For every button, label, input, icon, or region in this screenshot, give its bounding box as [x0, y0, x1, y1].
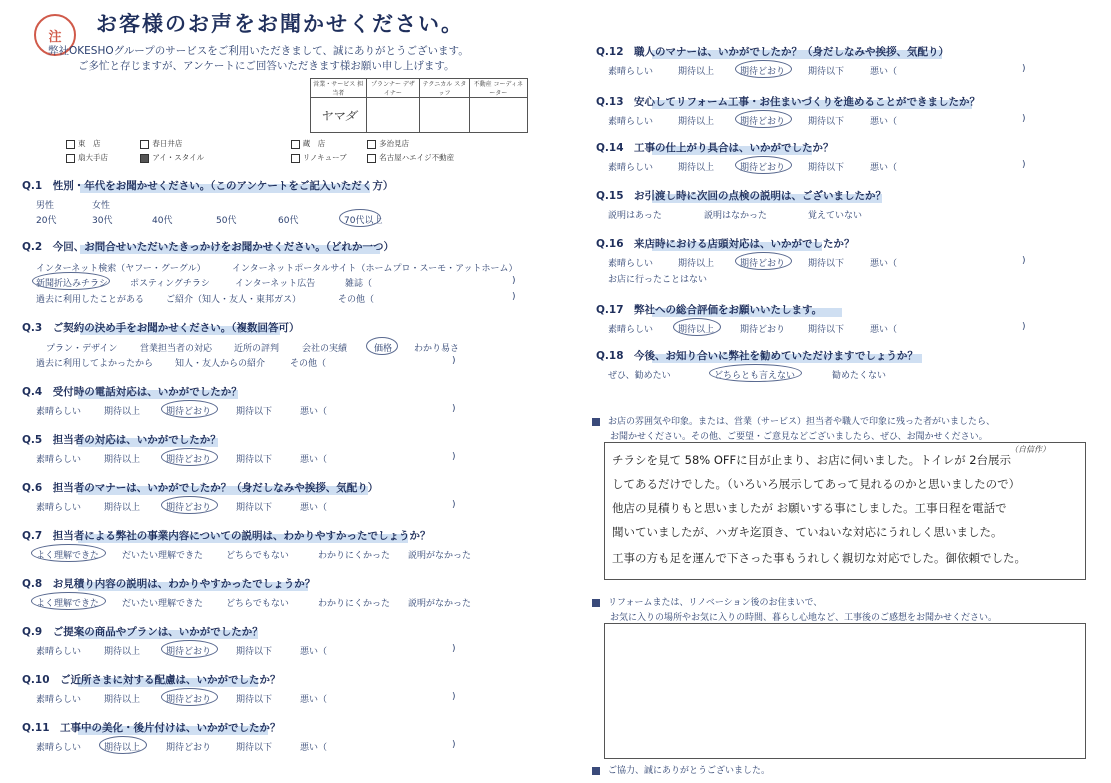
- paren: ): [512, 292, 516, 302]
- option[interactable]: 期待どおり: [740, 325, 786, 335]
- option[interactable]: 40代: [152, 216, 173, 226]
- handwritten-line: 聞いていましたが、ハガキ迄頂き、ていねいな対応にうれしく思いました。: [612, 525, 1003, 539]
- question-q6: Q.6 担当者のマナーは、いかがでしたか？（身だしなみや挨拶、気配り）: [22, 482, 379, 494]
- comment-prompt-4: お気に入りの場所やお気に入りの時間、暮らし心地など、工事後のご感想をお聞かせください。: [610, 613, 998, 623]
- handwritten-insert: （自信作）: [1010, 445, 1050, 454]
- option[interactable]: 悪い（: [300, 455, 328, 465]
- option[interactable]: その他（: [338, 295, 375, 305]
- question-q5: Q.5 担当者の対応は、いかがでしたか？: [22, 434, 221, 446]
- paren: ): [452, 644, 456, 654]
- store-option[interactable]: 多治見店: [367, 137, 409, 151]
- option[interactable]: 素晴らしい: [36, 503, 82, 513]
- option[interactable]: 期待以上: [104, 407, 141, 417]
- option[interactable]: 悪い（: [870, 67, 898, 77]
- option[interactable]: 会社の実績: [302, 344, 348, 354]
- option[interactable]: 過去に利用したことがある: [36, 295, 145, 305]
- option[interactable]: 悪い（: [870, 163, 898, 173]
- option[interactable]: 素晴らしい: [36, 455, 82, 465]
- option[interactable]: 悪い（: [870, 259, 898, 269]
- selection-circle: [339, 209, 381, 227]
- option[interactable]: 悪い（: [300, 407, 328, 417]
- store-option[interactable]: リノキューブ: [291, 151, 365, 165]
- intro-line-1: 弊社OKESHOグループのサービスをご利用いただきまして、誠にありがとうございます。: [48, 45, 469, 57]
- option[interactable]: だいたい理解できた: [122, 599, 204, 609]
- option[interactable]: 30代: [92, 216, 113, 226]
- staff-table: [310, 78, 528, 133]
- option[interactable]: 営業担当者の対応: [140, 344, 213, 354]
- option[interactable]: 期待以下: [808, 325, 845, 335]
- paren: ): [1022, 160, 1026, 170]
- option[interactable]: 素晴らしい: [608, 325, 654, 335]
- question-q1: Q.1 性別・年代をお聞かせください。（このアンケートをご記入いただく方）: [22, 180, 394, 192]
- option[interactable]: インターネット検索（ヤフー・グーグル）: [36, 264, 206, 274]
- selection-circle: [161, 688, 218, 706]
- option[interactable]: 素晴らしい: [608, 163, 654, 173]
- paren: ): [512, 276, 516, 286]
- store-option[interactable]: 蔵 店: [291, 137, 365, 151]
- option[interactable]: どちらでもない: [226, 599, 289, 609]
- option[interactable]: 期待以下: [808, 117, 845, 127]
- paren: ): [1022, 256, 1026, 266]
- paren: ): [452, 356, 456, 366]
- option[interactable]: 期待以上: [678, 163, 715, 173]
- option[interactable]: わかりにくかった: [318, 551, 391, 561]
- option-selected[interactable]: 期待どおり: [166, 503, 212, 513]
- question-q15: Q.15 お引渡し時に次回の点検の説明は、ございましたか？: [596, 190, 887, 202]
- question-q17: Q.17 弊社への総合評価をお願いいたします。: [596, 304, 823, 316]
- option[interactable]: わかり易さ: [414, 344, 460, 354]
- option[interactable]: 説明はあった: [608, 211, 662, 221]
- option[interactable]: 期待以上: [104, 455, 141, 465]
- option[interactable]: 期待以下: [808, 67, 845, 77]
- store-option[interactable]: 扇大手店: [66, 151, 138, 165]
- paren: ): [452, 740, 456, 750]
- staff-header-technical: テクニカル スタッフ: [420, 79, 469, 98]
- option[interactable]: 男性: [36, 201, 55, 211]
- option[interactable]: お店に行ったことはない: [608, 275, 708, 285]
- option-selected[interactable]: 期待どおり: [166, 455, 212, 465]
- footer-thanks: ご協力、誠にありがとうございました。: [592, 763, 770, 776]
- option[interactable]: 説明はなかった: [704, 211, 768, 221]
- selection-circle: [161, 640, 218, 658]
- option[interactable]: 女性: [92, 201, 111, 211]
- option-selected[interactable]: 新聞折込みチラシ: [36, 279, 109, 289]
- option[interactable]: 20代: [36, 216, 57, 226]
- option[interactable]: 素晴らしい: [608, 67, 654, 77]
- question-q3: Q.3 ご契約の決め手をお聞かせください。（複数回答可）: [22, 322, 300, 334]
- selection-circle: [735, 110, 792, 128]
- option[interactable]: 期待どおり: [166, 743, 212, 753]
- option[interactable]: 期待以下: [808, 163, 845, 173]
- seal-stamp: 注: [34, 14, 76, 56]
- option-selected[interactable]: 期待以上: [678, 325, 715, 335]
- question-q12: Q.12 職人のマナーは、いかがでしたか？（身だしなみや挨拶、気配り）: [596, 46, 950, 58]
- selection-circle: [99, 736, 147, 754]
- option-selected[interactable]: よく理解できた: [36, 551, 100, 561]
- paren: ): [452, 452, 456, 462]
- option[interactable]: 期待以下: [808, 259, 845, 269]
- store-option-checked[interactable]: アイ・スタイル: [140, 151, 288, 165]
- store-option[interactable]: 東 店: [66, 137, 138, 151]
- option-selected[interactable]: 期待どおり: [166, 647, 212, 657]
- option-selected[interactable]: 期待どおり: [740, 163, 786, 173]
- paren: ): [1022, 114, 1026, 124]
- selection-circle: [709, 364, 802, 382]
- option[interactable]: 期待以上: [104, 647, 141, 657]
- option[interactable]: わかりにくかった: [318, 599, 391, 609]
- staff-header-planner: プランナー デザイナー: [366, 79, 420, 98]
- option[interactable]: 期待以下: [236, 503, 273, 513]
- option[interactable]: 悪い（: [300, 743, 328, 753]
- option[interactable]: どちらでもない: [226, 551, 289, 561]
- option[interactable]: ご紹介（知人・友人・東邦ガス）: [166, 295, 302, 305]
- staff-header-realestate: 不動産 コーディネーター: [469, 79, 527, 98]
- selection-circle: [161, 448, 218, 466]
- option[interactable]: 期待以上: [678, 67, 715, 77]
- store-checklist: [66, 137, 454, 165]
- handwritten-line: してあるだけでした。（いろいろ展示してあって見れるのかと思いましたので）: [612, 477, 1021, 491]
- option-selected[interactable]: どちらとも言えない: [714, 371, 796, 381]
- comment-prompt-3: リフォームまたは、リノベーション後のお住まいで、: [592, 595, 822, 608]
- option[interactable]: 素晴らしい: [36, 743, 82, 753]
- question-q16: Q.16 来店時における店頭対応は、いかがでしたか？: [596, 238, 855, 250]
- option[interactable]: 期待以下: [236, 455, 273, 465]
- option[interactable]: 期待以上: [678, 117, 715, 127]
- store-option[interactable]: 名古屋ハエイジ不動産: [367, 151, 454, 165]
- option[interactable]: インターネット広告: [235, 279, 316, 289]
- staff-value-sales[interactable]: ヤマダ: [311, 98, 367, 133]
- paren: ): [452, 404, 456, 414]
- option[interactable]: 50代: [216, 216, 237, 226]
- option[interactable]: 説明がなかった: [408, 551, 472, 561]
- option[interactable]: インターネットポータルサイト（ホームプロ・スーモ・アットホーム）: [232, 264, 518, 274]
- option[interactable]: プラン・デザイン: [46, 344, 118, 354]
- staff-value-planner[interactable]: [366, 98, 420, 133]
- comment-prompt-2: お聞かせください。その他、ご要望・ご意見などございましたら、ぜひ、お聞かせください。: [610, 432, 988, 442]
- selection-circle: [31, 544, 106, 562]
- option[interactable]: 知人・友人からの紹介: [175, 359, 266, 369]
- handwritten-line: 他店の見積りもと思いましたが お願いする事にしました。工事日程を電話で: [612, 501, 1007, 515]
- option[interactable]: ポスティングチラシ: [130, 279, 210, 289]
- comment-prompt-1: お店の雰囲気や印象。または、営業（サービス）担当者や職人で印象に残った者がいましたら、: [592, 414, 995, 427]
- question-q2: Q.2 今回、お問合せいただいたきっかけをお聞かせください。（どれか一つ）: [22, 241, 394, 253]
- intro-line-2: ご多忙と存じますが、アンケートにご回答いただきます様お願い申し上げます。: [78, 60, 455, 72]
- store-option[interactable]: 春日井店: [140, 137, 288, 151]
- question-q18: Q.18 今後、お知り合いに弊社を勧めていただけますでしょうか？: [596, 350, 918, 362]
- option[interactable]: 素晴らしい: [36, 407, 82, 417]
- comment-box-2[interactable]: [604, 623, 1086, 759]
- question-q7: Q.7 担当者による弊社の事業内容についての説明は、わかりやすかったでしょうか？: [22, 530, 431, 542]
- selection-circle: [735, 156, 792, 174]
- question-q11: Q.11 工事中の美化・後片付けは、いかがでしたか？: [22, 722, 281, 734]
- option[interactable]: 期待以下: [236, 743, 273, 753]
- selection-circle: [31, 592, 106, 610]
- option[interactable]: 素晴らしい: [36, 647, 82, 657]
- option[interactable]: 雑誌（: [345, 279, 373, 289]
- paren: ): [1022, 322, 1026, 332]
- option-selected[interactable]: よく理解できた: [36, 599, 100, 609]
- option-selected[interactable]: 期待どおり: [740, 117, 786, 127]
- paren: ): [1022, 64, 1026, 74]
- option[interactable]: 悪い（: [870, 117, 898, 127]
- page-title: お客様のお声をお聞かせください。: [96, 12, 464, 36]
- option[interactable]: その他（: [290, 359, 327, 369]
- question-q14: Q.14 工事の仕上がり具合は、いかがでしたか？: [596, 142, 834, 154]
- selection-circle: [735, 252, 792, 270]
- staff-value-technical[interactable]: [420, 98, 469, 133]
- handwritten-line: チラシを見て 58% OFFに目が止まり、お店に伺いました。トイレが 2台展示: [612, 453, 1012, 467]
- option[interactable]: 覚えていない: [808, 211, 863, 221]
- option-selected[interactable]: 価格: [374, 344, 393, 354]
- staff-value-realestate[interactable]: [469, 98, 527, 133]
- option-selected[interactable]: 期待どおり: [740, 259, 786, 269]
- option[interactable]: ぜひ、勧めたい: [608, 371, 671, 381]
- option-selected[interactable]: 期待どおり: [740, 67, 786, 77]
- question-q10: Q.10 ご近所さまに対する配慮は、いかがでしたか？: [22, 674, 281, 686]
- option[interactable]: 悪い（: [300, 695, 328, 705]
- selection-circle: [161, 400, 218, 418]
- option[interactable]: 悪い（: [870, 325, 898, 335]
- selection-circle: [673, 318, 721, 336]
- selection-circle: [161, 496, 218, 514]
- option-selected[interactable]: 期待どおり: [166, 407, 212, 417]
- option[interactable]: 素晴らしい: [608, 117, 654, 127]
- option[interactable]: 期待以下: [236, 695, 273, 705]
- option[interactable]: 悪い（: [300, 647, 328, 657]
- selection-circle: [366, 337, 398, 355]
- option[interactable]: 60代: [278, 216, 299, 226]
- option[interactable]: 期待以下: [236, 407, 273, 417]
- option[interactable]: 期待以下: [236, 647, 273, 657]
- paren: ): [452, 692, 456, 702]
- option[interactable]: 素晴らしい: [36, 695, 82, 705]
- question-q13: Q.13 安心してリフォーム工事・お住まいづくりを進めることができましたか？: [596, 96, 981, 108]
- option[interactable]: 過去に利用してよかったから: [36, 359, 154, 369]
- option[interactable]: 悪い（: [300, 503, 328, 513]
- option-selected[interactable]: 期待以上: [104, 743, 141, 753]
- option[interactable]: 期待以上: [104, 695, 141, 705]
- option-selected[interactable]: 70代以上: [344, 216, 383, 226]
- option[interactable]: 期待以上: [104, 503, 141, 513]
- option[interactable]: だいたい理解できた: [122, 551, 204, 561]
- option[interactable]: 説明がなかった: [408, 599, 472, 609]
- handwritten-line: 工事の方も足を運んで下さった事もうれしく親切な対応でした。御依頼でした。: [612, 551, 1026, 565]
- staff-header-sales: 営業・サービス 担当者: [311, 79, 367, 98]
- paren: ): [452, 500, 456, 510]
- question-q8: Q.8 お見積り内容の説明は、わかりやすかったでしょうか？: [22, 578, 316, 590]
- option-selected[interactable]: 期待どおり: [166, 695, 212, 705]
- selection-circle: [735, 60, 792, 78]
- option[interactable]: 期待以上: [678, 259, 715, 269]
- option[interactable]: 勧めたくない: [832, 371, 887, 381]
- option[interactable]: 近所の評判: [234, 344, 280, 354]
- question-q4: Q.4 受付時の電話対応は、いかがでしたか？: [22, 386, 242, 398]
- selection-circle: [32, 272, 110, 290]
- question-q9: Q.9 ご提案の商品やプランは、いかがでしたか？: [22, 626, 263, 638]
- option[interactable]: 素晴らしい: [608, 259, 654, 269]
